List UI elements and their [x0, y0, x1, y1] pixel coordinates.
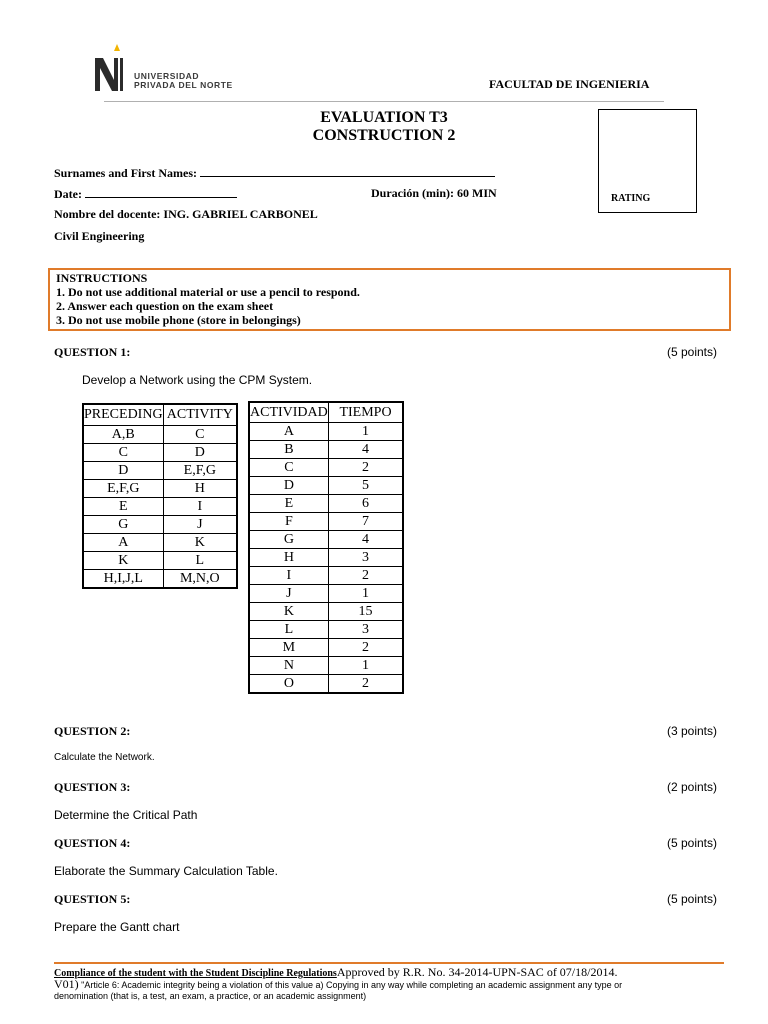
table-row: [83, 570, 237, 589]
table-row: [249, 603, 403, 621]
question-2-label: QUESTION 2:: [54, 724, 131, 738]
question-3-points: (2 points): [666, 780, 717, 794]
table-row: [249, 423, 403, 441]
names-label: Surnames and First Names:: [54, 166, 197, 180]
question-3-text: Determine the Critical Path: [54, 808, 198, 822]
table-cell: E,F,G: [83, 480, 163, 498]
table-cell: 2: [328, 639, 403, 657]
question-1-text: Develop a Network using the CPM System.: [82, 373, 313, 387]
durations-table: [248, 401, 404, 694]
table-cell: 3: [328, 549, 403, 567]
table-cell: 7: [328, 513, 403, 531]
table-cell: 2: [328, 567, 403, 585]
question-1-points: (5 points): [666, 345, 717, 359]
table-row: [249, 621, 403, 639]
table-row: [249, 513, 403, 531]
table-cell: 2: [328, 459, 403, 477]
date-label: Date:: [54, 187, 82, 201]
table-cell: 4: [328, 441, 403, 459]
table-row: [249, 675, 403, 694]
table-cell: C: [163, 426, 237, 444]
question-4-text: Elaborate the Summary Calculation Table.: [54, 864, 278, 878]
table-row: [249, 441, 403, 459]
question-4-points: (5 points): [666, 836, 717, 850]
table-row: [249, 585, 403, 603]
table-cell: A: [83, 534, 163, 552]
table-cell: G: [83, 516, 163, 534]
instructions-box: [48, 268, 731, 331]
faculty-name: FACULTAD DE INGENIERIA: [489, 77, 650, 91]
table-row: [83, 516, 237, 534]
table-row: [249, 657, 403, 675]
precedence-table: [82, 403, 238, 589]
instruction-item: 2. Answer each question on the exam sheet: [56, 299, 274, 313]
question-4-label: QUESTION 4:: [54, 836, 131, 850]
course-title: CONSTRUCTION 2: [312, 127, 456, 144]
table-cell: I: [163, 498, 237, 516]
rating-label: RATING: [611, 193, 651, 204]
rating-box[interactable]: [598, 109, 697, 213]
duration-text: Duración (min): 60 MIN: [371, 186, 497, 200]
table-cell: K: [163, 534, 237, 552]
table-row: [83, 534, 237, 552]
table-cell: G: [249, 531, 328, 549]
names-field[interactable]: [54, 165, 495, 181]
table-cell: M,N,O: [163, 570, 237, 589]
table-cell: E: [83, 498, 163, 516]
table-cell: 1: [328, 657, 403, 675]
table-row: [249, 639, 403, 657]
table-cell: L: [163, 552, 237, 570]
table-header: ACTIVIDAD: [249, 402, 328, 423]
table-cell: D: [83, 462, 163, 480]
question-5-text: Prepare the Gantt chart: [54, 920, 180, 934]
table-cell: 1: [328, 585, 403, 603]
table-cell: 2: [328, 675, 403, 694]
table-cell: J: [249, 585, 328, 603]
table-header: TIEMPO: [328, 402, 403, 423]
table-cell: C: [249, 459, 328, 477]
question-2-text: Calculate the Network.: [54, 752, 155, 763]
career-name: Civil Engineering: [54, 229, 145, 243]
table-row: [249, 549, 403, 567]
table-cell: I: [249, 567, 328, 585]
table-cell: 4: [328, 531, 403, 549]
table-cell: J: [163, 516, 237, 534]
table-row: [249, 495, 403, 513]
table-row: [83, 480, 237, 498]
footer-line: [54, 965, 617, 980]
question-5-points: (5 points): [666, 892, 717, 906]
approval-text: Approved by R.R. No. 34-2014-UPN-SAC of 07/18/2014.: [336, 965, 618, 979]
table-cell: K: [83, 552, 163, 570]
table-row: [83, 462, 237, 480]
table-row: [249, 531, 403, 549]
table-cell: 15: [328, 603, 403, 621]
names-blank[interactable]: [200, 165, 495, 177]
table-header: ACTIVITY: [163, 404, 237, 426]
version-text: V01): [54, 977, 79, 991]
instructions-heading: INSTRUCTIONS: [56, 271, 148, 285]
table-cell: H: [163, 480, 237, 498]
compliance-text: Compliance of the student with the Student Discipline Regulations: [54, 968, 337, 979]
question-5-label: QUESTION 5:: [54, 892, 131, 906]
table-cell: B: [249, 441, 328, 459]
footer-divider: [54, 962, 724, 964]
question-1-label: QUESTION 1:: [54, 345, 131, 359]
header-divider: [104, 101, 664, 102]
table-row: [249, 567, 403, 585]
table-cell: 5: [328, 477, 403, 495]
table-row: [83, 444, 237, 462]
table-cell: L: [249, 621, 328, 639]
table-row: [249, 459, 403, 477]
table-cell: D: [163, 444, 237, 462]
university-logo: [92, 44, 262, 94]
table-row: [249, 477, 403, 495]
question-2-points: (3 points): [666, 724, 717, 738]
exam-title: EVALUATION T3: [320, 109, 448, 126]
instruction-item: 1. Do not use additional material or use a pencil to respond.: [56, 285, 360, 299]
table-cell: F: [249, 513, 328, 531]
table-row: [83, 498, 237, 516]
table-row: [83, 552, 237, 570]
logo-line-2: PRIVADA DEL NORTE: [134, 80, 233, 90]
table-cell: H: [249, 549, 328, 567]
teacher-name: Nombre del docente: ING. GABRIEL CARBONEL: [54, 207, 318, 221]
table-cell: O: [249, 675, 328, 694]
instruction-item: 3. Do not use mobile phone (store in belongings): [56, 313, 301, 327]
table-cell: D: [249, 477, 328, 495]
table-cell: A: [249, 423, 328, 441]
table-header: PRECEDING: [83, 404, 163, 426]
table-cell: 1: [328, 423, 403, 441]
article-text: "Article 6: Academic integrity being a violation of this value a) Copying in any way while completing an academic assignment any type or denomination (that is, a test, an exam, a practice, or an academic assignment): [54, 980, 623, 1001]
table-cell: A,B: [83, 426, 163, 444]
table-row: [83, 426, 237, 444]
table-cell: E: [249, 495, 328, 513]
table-cell: C: [83, 444, 163, 462]
date-blank[interactable]: [85, 186, 237, 198]
table-cell: E,F,G: [163, 462, 237, 480]
table-cell: K: [249, 603, 328, 621]
upn-logo-icon: [92, 44, 128, 92]
date-field[interactable]: [54, 186, 237, 202]
table-cell: N: [249, 657, 328, 675]
table-cell: M: [249, 639, 328, 657]
table-cell: 3: [328, 621, 403, 639]
question-3-label: QUESTION 3:: [54, 780, 131, 794]
footer-article: [54, 979, 674, 1002]
table-cell: 6: [328, 495, 403, 513]
logo-line-1: UNIVERSIDAD: [134, 71, 200, 81]
table-cell: H,I,J,L: [83, 570, 163, 589]
